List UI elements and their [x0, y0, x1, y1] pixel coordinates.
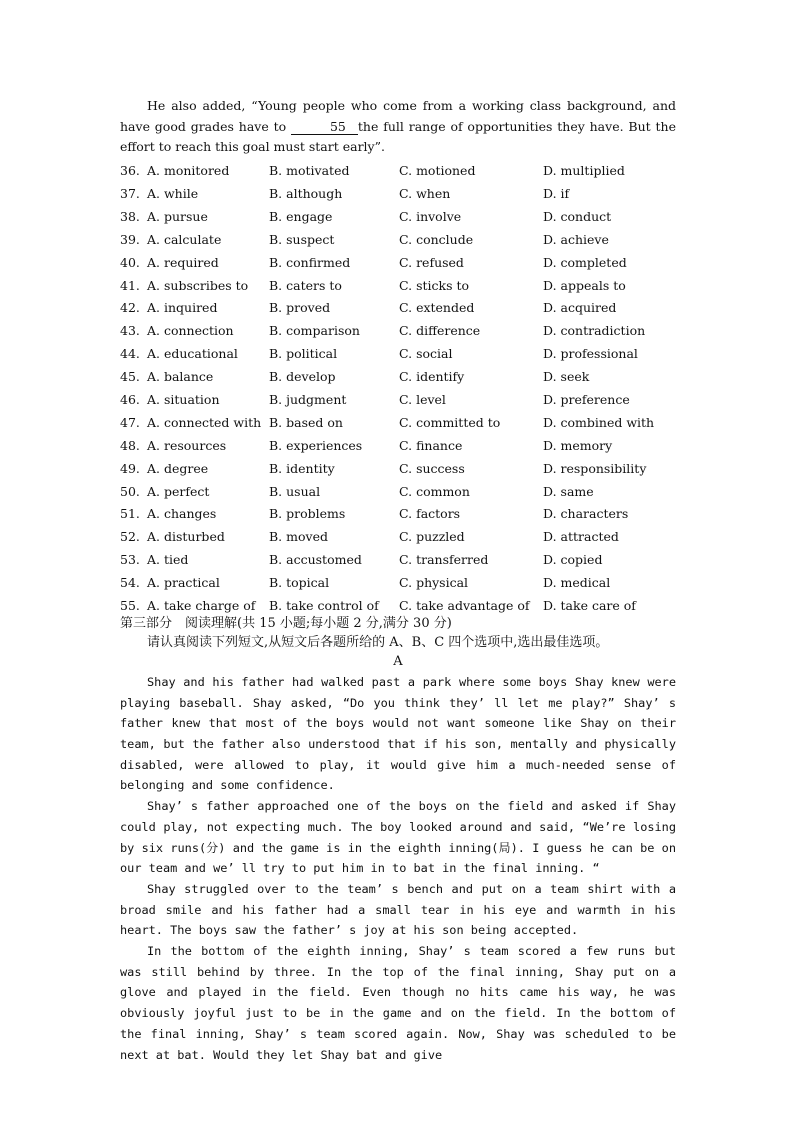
option-d: D. multiplied	[543, 163, 625, 179]
question-number: 38.	[120, 208, 140, 224]
question-number: 50.	[120, 483, 140, 499]
option-row	[120, 366, 676, 389]
option-d: D. if	[543, 186, 570, 201]
option-a: A. practical	[147, 575, 220, 591]
option-d: D. take care of	[543, 598, 636, 614]
option-d: D. attracted	[543, 529, 619, 545]
option-a: A. disturbed	[147, 529, 225, 545]
question-number: 37.	[120, 186, 140, 201]
option-d: D. characters	[543, 506, 629, 522]
answer-blank-55: 55	[291, 120, 358, 135]
question-number: 43.	[120, 323, 140, 339]
option-b: B. experiences	[269, 437, 363, 453]
option-a: A. connection	[147, 323, 234, 339]
question-number: 46.	[120, 392, 140, 408]
question-number: 40.	[120, 254, 140, 270]
question-number: 39.	[120, 231, 140, 247]
option-d: D. seek	[543, 369, 590, 385]
option-b: B. moved	[269, 529, 328, 545]
option-b: B. accustomed	[269, 552, 362, 568]
question-number: 49.	[120, 460, 140, 476]
option-d: D. conduct	[543, 208, 612, 224]
exam-page	[120, 96, 676, 1065]
option-a: A. tied	[147, 552, 189, 568]
option-c: C. conclude	[399, 231, 474, 247]
option-b: B. caters to	[269, 277, 342, 293]
options-list	[120, 160, 676, 618]
option-row	[120, 526, 676, 549]
option-row	[120, 412, 676, 435]
option-b: B. topical	[269, 575, 330, 591]
option-c: C. extended	[399, 300, 475, 316]
question-number: 51.	[120, 506, 140, 522]
option-row	[120, 160, 676, 183]
option-row	[120, 183, 676, 206]
option-a: A. inquired	[147, 300, 218, 316]
option-a: A. subscribes to	[147, 277, 249, 293]
option-row	[120, 503, 676, 526]
option-a: A. connected with	[147, 414, 262, 430]
option-row	[120, 343, 676, 366]
option-a: A. perfect	[147, 483, 210, 499]
passage-paragraph: In the bottom of the eighth inning, Shay’ s team scored a few runs but was still behind by three. In the top of the final inning, Shay put on a glove and played in the field. Even though no hits came his way, he was obviously joyful just to be in the game and on the field. In the bottom of the final inning, Shay’ s team scored again. Now, Shay was scheduled to be next at bat. Would they let Shay bat and give	[120, 944, 676, 1062]
option-row	[120, 275, 676, 298]
option-d: D. professional	[543, 346, 638, 362]
option-d: D. medical	[543, 575, 611, 591]
option-c: C. sticks to	[399, 277, 470, 293]
option-d: D. preference	[543, 392, 630, 408]
option-c: C. refused	[399, 254, 464, 270]
passage-paragraph: Shay’ s father approached one of the boys on the field and asked if Shay could play, not expecting much. The boy looked around and said, “We’re losing by six runs(分) and the game is in the eighth inning(局). I guess he can be on our team and we’ ll try to put him in to bat in the final inning. “	[120, 799, 676, 876]
option-b: B. problems	[269, 506, 346, 522]
question-number: 36.	[120, 163, 140, 179]
option-b: B. comparison	[269, 323, 360, 339]
option-a: A. resources	[147, 437, 227, 453]
option-d: D. copied	[543, 552, 603, 568]
option-d: D. appeals to	[543, 277, 626, 293]
intro-text-before: He also added, “Young people who come from a working class background, and have good grades have to	[120, 98, 676, 134]
option-c: C. identify	[399, 369, 465, 385]
option-b: B. proved	[269, 300, 331, 316]
question-number: 42.	[120, 300, 140, 316]
option-b: B. engage	[269, 208, 333, 224]
option-d: D. acquired	[543, 300, 617, 316]
option-row	[120, 549, 676, 572]
option-d: D. memory	[543, 437, 613, 453]
option-a: A. pursue	[147, 208, 208, 224]
option-row	[120, 481, 676, 504]
option-a: A. degree	[147, 460, 209, 476]
option-a: A. balance	[147, 369, 214, 385]
option-b: B. motivated	[269, 163, 350, 179]
section-heading: 第三部分 阅读理解(共 15 小题;每小题 2 分,满分 30 分)	[120, 615, 452, 631]
option-c: C. involve	[399, 208, 462, 224]
question-number: 52.	[120, 529, 140, 545]
option-b: B. judgment	[269, 392, 347, 408]
option-d: D. achieve	[543, 231, 609, 247]
option-a: A. required	[147, 254, 219, 270]
option-a: A. take charge of	[147, 598, 256, 614]
option-row	[120, 320, 676, 343]
option-a: A. calculate	[147, 231, 222, 247]
option-b: B. take control of	[269, 598, 379, 614]
option-c: C. transferred	[399, 552, 489, 568]
option-d: D. combined with	[543, 414, 655, 430]
option-row	[120, 297, 676, 320]
option-c: C. factors	[399, 506, 461, 522]
option-c: C. common	[399, 483, 470, 499]
question-number: 54.	[120, 575, 140, 591]
option-row	[120, 229, 676, 252]
option-b: B. develop	[269, 369, 336, 385]
option-a: A. while	[147, 186, 199, 201]
option-a: A. changes	[147, 506, 217, 522]
option-c: C. difference	[399, 323, 481, 339]
option-c: C. success	[399, 460, 465, 476]
option-d: D. completed	[543, 254, 627, 270]
question-number: 55.	[120, 598, 140, 614]
option-row	[120, 435, 676, 458]
option-b: B. identity	[269, 460, 335, 476]
option-b: B. confirmed	[269, 254, 351, 270]
option-a: A. situation	[147, 392, 220, 408]
option-row	[120, 458, 676, 481]
option-row	[120, 572, 676, 595]
option-b: B. usual	[269, 483, 321, 499]
option-c: C. puzzled	[399, 529, 465, 545]
question-number: 44.	[120, 346, 140, 362]
intro-text-after: the full range of opportunities they have. But the effort to reach this goal must start early”.	[120, 118, 676, 155]
option-b: B. based on	[269, 414, 343, 430]
option-a: A. monitored	[147, 163, 230, 179]
option-d: D. contradiction	[543, 323, 646, 339]
passage-paragraph: Shay and his father had walked past a park where some boys Shay knew were playing baseball. Shay asked, “Do you think they’ ll let me play?” Shay’ s father knew that most of the boys would not want someone like Shay on their team, but the father also understood that if his son, mentally and physically disabled, were allowed to play, it would give him a much-needed sense of belonging and some confidence.	[120, 674, 676, 793]
option-c: C. level	[399, 392, 446, 408]
option-c: C. finance	[399, 437, 463, 453]
option-a: A. educational	[147, 346, 238, 362]
question-number: 48.	[120, 437, 140, 453]
option-row	[120, 389, 676, 412]
question-number: 45.	[120, 369, 140, 385]
option-c: C. physical	[399, 575, 469, 591]
option-row	[120, 206, 676, 229]
option-c: C. committed to	[399, 414, 501, 430]
option-d: D. responsibility	[543, 460, 647, 476]
passage-paragraph: Shay struggled over to the team’ s bench and put on a team shirt with a broad smile and his father had a small tear in his eye and warmth in his heart. The boys saw the father’ s joy at his son being accepted.	[120, 881, 676, 938]
option-c: C. when	[399, 186, 451, 201]
option-c: C. take advantage of	[399, 598, 530, 614]
option-b: B. although	[269, 186, 343, 201]
option-row	[120, 252, 676, 275]
option-c: C. social	[399, 346, 453, 362]
option-b: B. suspect	[269, 231, 335, 247]
question-number: 47.	[120, 414, 140, 430]
passage-label: A	[393, 653, 403, 669]
intro-paragraph	[120, 96, 676, 158]
question-number: 53.	[120, 552, 140, 568]
option-d: D. same	[543, 483, 594, 499]
question-number: 41.	[120, 277, 140, 293]
option-c: C. motioned	[399, 163, 476, 179]
section-instruction: 请认真阅读下列短文,从短文后各题所给的 A、B、C 四个选项中,选出最佳选项。	[147, 634, 609, 650]
option-b: B. political	[269, 346, 338, 362]
